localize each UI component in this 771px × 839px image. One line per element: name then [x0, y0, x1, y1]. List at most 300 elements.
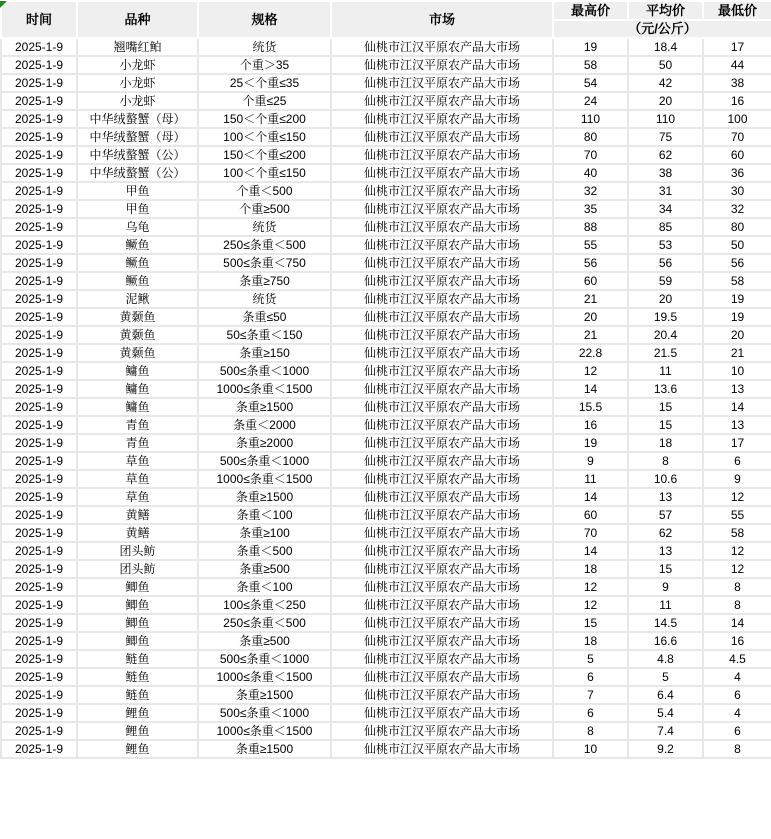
cell-spec: 500≤条重＜1000: [198, 362, 331, 380]
cell-date: 2025-1-9: [1, 560, 77, 578]
cell-low-price: 17: [703, 38, 771, 56]
cell-date: 2025-1-9: [1, 416, 77, 434]
cell-low-price: 38: [703, 74, 771, 92]
cell-low-price: 6: [703, 452, 771, 470]
cell-date: 2025-1-9: [1, 650, 77, 668]
cell-low-price: 12: [703, 542, 771, 560]
cell-spec: 250≤条重＜500: [198, 614, 331, 632]
cell-avg-price: 11: [628, 362, 703, 380]
cell-date: 2025-1-9: [1, 704, 77, 722]
cell-low-price: 4: [703, 668, 771, 686]
cell-market: 仙桃市江汉平原农产品大市场: [331, 92, 553, 110]
cell-spec: 条重≥1500: [198, 740, 331, 758]
cell-species: 甲鱼: [77, 200, 198, 218]
cell-species: 鳙鱼: [77, 380, 198, 398]
cell-high-price: 54: [553, 74, 628, 92]
cell-date: 2025-1-9: [1, 182, 77, 200]
cell-low-price: 8: [703, 740, 771, 758]
table-row: [1, 290, 771, 308]
cell-high-price: 11: [553, 470, 628, 488]
cell-high-price: 16: [553, 416, 628, 434]
cell-avg-price: 57: [628, 506, 703, 524]
cell-spec: 1000≤条重＜1500: [198, 722, 331, 740]
cell-market: 仙桃市江汉平原农产品大市场: [331, 524, 553, 542]
cell-avg-price: 7.4: [628, 722, 703, 740]
cell-avg-price: 62: [628, 524, 703, 542]
cell-market: 仙桃市江汉平原农产品大市场: [331, 416, 553, 434]
cell-species: 鲤鱼: [77, 740, 198, 758]
cell-species: 黄鳝: [77, 506, 198, 524]
cell-low-price: 19: [703, 308, 771, 326]
cell-high-price: 12: [553, 578, 628, 596]
column-header-low-price: 最低价: [703, 1, 771, 20]
table-row: [1, 686, 771, 704]
cell-spec: 条重≥500: [198, 560, 331, 578]
cell-high-price: 18: [553, 560, 628, 578]
cell-avg-price: 13: [628, 542, 703, 560]
cell-avg-price: 10.6: [628, 470, 703, 488]
table-row: [1, 488, 771, 506]
cell-spec: 500≤条重＜750: [198, 254, 331, 272]
cell-market: 仙桃市江汉平原农产品大市场: [331, 704, 553, 722]
cell-high-price: 14: [553, 542, 628, 560]
table-row: [1, 308, 771, 326]
cell-market: 仙桃市江汉平原农产品大市场: [331, 740, 553, 758]
cell-market: 仙桃市江汉平原农产品大市场: [331, 434, 553, 452]
cell-species: 鳜鱼: [77, 236, 198, 254]
table-row: [1, 92, 771, 110]
cell-high-price: 18: [553, 632, 628, 650]
cell-low-price: 17: [703, 434, 771, 452]
cell-date: 2025-1-9: [1, 290, 77, 308]
cell-species: 草鱼: [77, 488, 198, 506]
cell-date: 2025-1-9: [1, 488, 77, 506]
cell-species: 青鱼: [77, 434, 198, 452]
cell-high-price: 56: [553, 254, 628, 272]
cell-date: 2025-1-9: [1, 722, 77, 740]
cell-avg-price: 13: [628, 488, 703, 506]
cell-species: 中华绒螯蟹（公）: [77, 164, 198, 182]
cell-high-price: 60: [553, 272, 628, 290]
cell-high-price: 6: [553, 704, 628, 722]
cell-spec: 条重＜100: [198, 506, 331, 524]
header-row-main: [1, 1, 771, 20]
cell-avg-price: 18.4: [628, 38, 703, 56]
cell-date: 2025-1-9: [1, 596, 77, 614]
cell-market: 仙桃市江汉平原农产品大市场: [331, 452, 553, 470]
table-row: [1, 416, 771, 434]
table-row: [1, 668, 771, 686]
cell-market: 仙桃市江汉平原农产品大市场: [331, 488, 553, 506]
table-row: [1, 560, 771, 578]
cell-low-price: 9: [703, 470, 771, 488]
cell-spec: 个重≤25: [198, 92, 331, 110]
cell-spec: 1000≤条重＜1500: [198, 380, 331, 398]
table-row: [1, 326, 771, 344]
cell-market: 仙桃市江汉平原农产品大市场: [331, 236, 553, 254]
cell-spec: 500≤条重＜1000: [198, 704, 331, 722]
cell-date: 2025-1-9: [1, 74, 77, 92]
cell-spec: 统货: [198, 218, 331, 236]
cell-avg-price: 15: [628, 398, 703, 416]
cell-avg-price: 15: [628, 560, 703, 578]
cell-low-price: 60: [703, 146, 771, 164]
cell-spec: 个重＜500: [198, 182, 331, 200]
cell-high-price: 21: [553, 290, 628, 308]
cell-high-price: 60: [553, 506, 628, 524]
cell-species: 鳜鱼: [77, 254, 198, 272]
cell-date: 2025-1-9: [1, 146, 77, 164]
table-row: [1, 434, 771, 452]
cell-low-price: 20: [703, 326, 771, 344]
cell-spec: 条重≥100: [198, 524, 331, 542]
cell-low-price: 12: [703, 560, 771, 578]
cell-date: 2025-1-9: [1, 218, 77, 236]
cell-high-price: 110: [553, 110, 628, 128]
cell-species: 青鱼: [77, 416, 198, 434]
cell-avg-price: 110: [628, 110, 703, 128]
cell-spec: 条重≥1500: [198, 398, 331, 416]
cell-high-price: 19: [553, 38, 628, 56]
table-row: [1, 650, 771, 668]
cell-spec: 条重≥2000: [198, 434, 331, 452]
cell-low-price: 80: [703, 218, 771, 236]
cell-high-price: 12: [553, 596, 628, 614]
cell-avg-price: 59: [628, 272, 703, 290]
cell-market: 仙桃市江汉平原农产品大市场: [331, 506, 553, 524]
table-row: [1, 218, 771, 236]
table-row: [1, 236, 771, 254]
table-row: [1, 380, 771, 398]
cell-avg-price: 85: [628, 218, 703, 236]
cell-date: 2025-1-9: [1, 380, 77, 398]
cell-low-price: 16: [703, 92, 771, 110]
cell-species: 草鱼: [77, 470, 198, 488]
cell-avg-price: 20: [628, 290, 703, 308]
cell-market: 仙桃市江汉平原农产品大市场: [331, 560, 553, 578]
cell-species: 鲤鱼: [77, 722, 198, 740]
cell-market: 仙桃市江汉平原农产品大市场: [331, 722, 553, 740]
table-row: [1, 362, 771, 380]
cell-spec: 条重≥1500: [198, 488, 331, 506]
table-row: [1, 56, 771, 74]
cell-date: 2025-1-9: [1, 110, 77, 128]
cell-market: 仙桃市江汉平原农产品大市场: [331, 146, 553, 164]
cell-low-price: 10: [703, 362, 771, 380]
cell-high-price: 80: [553, 128, 628, 146]
cell-high-price: 10: [553, 740, 628, 758]
cell-date: 2025-1-9: [1, 272, 77, 290]
table-header: [1, 1, 771, 38]
cell-market: 仙桃市江汉平原农产品大市场: [331, 470, 553, 488]
cell-species: 小龙虾: [77, 74, 198, 92]
cell-low-price: 6: [703, 686, 771, 704]
cell-low-price: 19: [703, 290, 771, 308]
cell-high-price: 32: [553, 182, 628, 200]
cell-high-price: 15: [553, 614, 628, 632]
cell-date: 2025-1-9: [1, 92, 77, 110]
cell-avg-price: 13.6: [628, 380, 703, 398]
cell-market: 仙桃市江汉平原农产品大市场: [331, 38, 553, 56]
cell-high-price: 7: [553, 686, 628, 704]
table-row: [1, 722, 771, 740]
cell-high-price: 88: [553, 218, 628, 236]
cell-date: 2025-1-9: [1, 452, 77, 470]
cell-avg-price: 42: [628, 74, 703, 92]
cell-market: 仙桃市江汉平原农产品大市场: [331, 200, 553, 218]
cell-high-price: 55: [553, 236, 628, 254]
cell-market: 仙桃市江汉平原农产品大市场: [331, 398, 553, 416]
table-row: [1, 596, 771, 614]
cell-species: 乌龟: [77, 218, 198, 236]
cell-low-price: 13: [703, 416, 771, 434]
cell-date: 2025-1-9: [1, 506, 77, 524]
cell-spec: 条重＜2000: [198, 416, 331, 434]
cell-low-price: 4: [703, 704, 771, 722]
cell-date: 2025-1-9: [1, 470, 77, 488]
cell-date: 2025-1-9: [1, 740, 77, 758]
cell-avg-price: 16.6: [628, 632, 703, 650]
cell-market: 仙桃市江汉平原农产品大市场: [331, 326, 553, 344]
cell-spec: 1000≤条重＜1500: [198, 668, 331, 686]
cell-avg-price: 9: [628, 578, 703, 596]
cell-market: 仙桃市江汉平原农产品大市场: [331, 164, 553, 182]
cell-species: 团头鲂: [77, 560, 198, 578]
table-row: [1, 164, 771, 182]
cell-low-price: 8: [703, 578, 771, 596]
cell-species: 鳜鱼: [77, 272, 198, 290]
cell-market: 仙桃市江汉平原农产品大市场: [331, 380, 553, 398]
cell-species: 鲤鱼: [77, 704, 198, 722]
cell-high-price: 70: [553, 146, 628, 164]
cell-spec: 统货: [198, 38, 331, 56]
cell-low-price: 4.5: [703, 650, 771, 668]
table-body: [1, 38, 771, 758]
column-header-avg-price: 平均价: [628, 1, 703, 20]
cell-spec: 25＜个重≤35: [198, 74, 331, 92]
cell-avg-price: 4.8: [628, 650, 703, 668]
cell-species: 中华绒螯蟹（母）: [77, 110, 198, 128]
cell-low-price: 58: [703, 524, 771, 542]
cell-spec: 条重≥1500: [198, 686, 331, 704]
cell-species: 鲫鱼: [77, 596, 198, 614]
cell-spec: 100＜个重≤150: [198, 164, 331, 182]
cell-species: 小龙虾: [77, 56, 198, 74]
cell-species: 黄颡鱼: [77, 308, 198, 326]
cell-low-price: 13: [703, 380, 771, 398]
cell-spec: 1000≤条重＜1500: [198, 470, 331, 488]
cell-market: 仙桃市江汉平原农产品大市场: [331, 308, 553, 326]
cell-high-price: 6: [553, 668, 628, 686]
table-row: [1, 578, 771, 596]
cell-high-price: 22.8: [553, 344, 628, 362]
cell-species: 鲢鱼: [77, 668, 198, 686]
cell-avg-price: 9.2: [628, 740, 703, 758]
cell-low-price: 58: [703, 272, 771, 290]
table-row: [1, 200, 771, 218]
cell-species: 鳙鱼: [77, 398, 198, 416]
cell-high-price: 24: [553, 92, 628, 110]
cell-species: 小龙虾: [77, 92, 198, 110]
cell-avg-price: 56: [628, 254, 703, 272]
cell-date: 2025-1-9: [1, 344, 77, 362]
cell-market: 仙桃市江汉平原农产品大市场: [331, 650, 553, 668]
cell-spec: 个重＞35: [198, 56, 331, 74]
cell-low-price: 30: [703, 182, 771, 200]
cell-avg-price: 34: [628, 200, 703, 218]
cell-market: 仙桃市江汉平原农产品大市场: [331, 578, 553, 596]
cell-high-price: 14: [553, 380, 628, 398]
cell-spec: 250≤条重＜500: [198, 236, 331, 254]
table-row: [1, 632, 771, 650]
cell-high-price: 15.5: [553, 398, 628, 416]
cell-date: 2025-1-9: [1, 632, 77, 650]
cell-avg-price: 6.4: [628, 686, 703, 704]
cell-high-price: 40: [553, 164, 628, 182]
cell-spec: 500≤条重＜1000: [198, 650, 331, 668]
cell-low-price: 44: [703, 56, 771, 74]
cell-spec: 150＜个重≤200: [198, 110, 331, 128]
cell-species: 黄颡鱼: [77, 344, 198, 362]
cell-market: 仙桃市江汉平原农产品大市场: [331, 128, 553, 146]
cell-spec: 100＜个重≤150: [198, 128, 331, 146]
cell-low-price: 50: [703, 236, 771, 254]
cell-date: 2025-1-9: [1, 236, 77, 254]
table-row: [1, 470, 771, 488]
cell-market: 仙桃市江汉平原农产品大市场: [331, 632, 553, 650]
cell-date: 2025-1-9: [1, 128, 77, 146]
cell-low-price: 8: [703, 596, 771, 614]
table-row: [1, 74, 771, 92]
cell-high-price: 70: [553, 524, 628, 542]
cell-avg-price: 20: [628, 92, 703, 110]
cell-date: 2025-1-9: [1, 254, 77, 272]
cell-spec: 条重≥750: [198, 272, 331, 290]
cell-species: 鲫鱼: [77, 614, 198, 632]
column-header-time: 时间: [1, 1, 77, 38]
cell-market: 仙桃市江汉平原农产品大市场: [331, 362, 553, 380]
cell-date: 2025-1-9: [1, 668, 77, 686]
cell-spec: 条重≥150: [198, 344, 331, 362]
cell-low-price: 70: [703, 128, 771, 146]
cell-avg-price: 15: [628, 416, 703, 434]
cell-avg-price: 19.5: [628, 308, 703, 326]
cell-market: 仙桃市江汉平原农产品大市场: [331, 614, 553, 632]
cell-high-price: 35: [553, 200, 628, 218]
table-row: [1, 254, 771, 272]
cell-species: 甲鱼: [77, 182, 198, 200]
table-row: [1, 398, 771, 416]
cell-avg-price: 14.5: [628, 614, 703, 632]
cell-date: 2025-1-9: [1, 308, 77, 326]
cell-species: 草鱼: [77, 452, 198, 470]
column-header-market: 市场: [331, 1, 553, 38]
cell-spec: 个重≥500: [198, 200, 331, 218]
column-header-spec: 规格: [198, 1, 331, 38]
cell-market: 仙桃市江汉平原农产品大市场: [331, 110, 553, 128]
cell-high-price: 8: [553, 722, 628, 740]
cell-species: 团头鲂: [77, 542, 198, 560]
table-row: [1, 182, 771, 200]
cell-spec: 100≤条重＜250: [198, 596, 331, 614]
cell-date: 2025-1-9: [1, 362, 77, 380]
cell-species: 鳙鱼: [77, 362, 198, 380]
cell-species: 翘嘴红鲌: [77, 38, 198, 56]
table-row: [1, 524, 771, 542]
cell-avg-price: 38: [628, 164, 703, 182]
cell-species: 泥鳅: [77, 290, 198, 308]
cell-date: 2025-1-9: [1, 524, 77, 542]
cell-low-price: 21: [703, 344, 771, 362]
cell-avg-price: 5: [628, 668, 703, 686]
cell-spec: 条重＜500: [198, 542, 331, 560]
cell-high-price: 19: [553, 434, 628, 452]
cell-avg-price: 31: [628, 182, 703, 200]
cell-species: 鲢鱼: [77, 650, 198, 668]
cell-date: 2025-1-9: [1, 542, 77, 560]
table-row: [1, 110, 771, 128]
cell-date: 2025-1-9: [1, 614, 77, 632]
cell-low-price: 6: [703, 722, 771, 740]
cell-spec: 条重≤50: [198, 308, 331, 326]
cell-date: 2025-1-9: [1, 578, 77, 596]
cell-date: 2025-1-9: [1, 56, 77, 74]
cell-avg-price: 21.5: [628, 344, 703, 362]
cell-avg-price: 62: [628, 146, 703, 164]
cell-high-price: 20: [553, 308, 628, 326]
cell-market: 仙桃市江汉平原农产品大市场: [331, 182, 553, 200]
cell-species: 中华绒螯蟹（母）: [77, 128, 198, 146]
table-row: [1, 452, 771, 470]
cell-low-price: 100: [703, 110, 771, 128]
cell-date: 2025-1-9: [1, 434, 77, 452]
table-row: [1, 344, 771, 362]
cell-high-price: 58: [553, 56, 628, 74]
cell-market: 仙桃市江汉平原农产品大市场: [331, 74, 553, 92]
cell-high-price: 12: [553, 362, 628, 380]
table-row: [1, 614, 771, 632]
cell-market: 仙桃市江汉平原农产品大市场: [331, 542, 553, 560]
table-row: [1, 506, 771, 524]
cell-spec: 150＜个重≤200: [198, 146, 331, 164]
cell-avg-price: 50: [628, 56, 703, 74]
cell-spec: 500≤条重＜1000: [198, 452, 331, 470]
table-row: [1, 740, 771, 758]
cell-low-price: 16: [703, 632, 771, 650]
cell-low-price: 14: [703, 398, 771, 416]
cell-species: 鲫鱼: [77, 578, 198, 596]
cell-market: 仙桃市江汉平原农产品大市场: [331, 668, 553, 686]
table-row: [1, 146, 771, 164]
cell-date: 2025-1-9: [1, 326, 77, 344]
cell-market: 仙桃市江汉平原农产品大市场: [331, 272, 553, 290]
column-header-species: 品种: [77, 1, 198, 38]
cell-market: 仙桃市江汉平原农产品大市场: [331, 344, 553, 362]
column-header-high-price: 最高价: [553, 1, 628, 20]
cell-species: 鲫鱼: [77, 632, 198, 650]
table-row: [1, 542, 771, 560]
cell-low-price: 12: [703, 488, 771, 506]
cell-spec: 条重≥500: [198, 632, 331, 650]
cell-low-price: 14: [703, 614, 771, 632]
cell-market: 仙桃市江汉平原农产品大市场: [331, 686, 553, 704]
cell-avg-price: 20.4: [628, 326, 703, 344]
cell-date: 2025-1-9: [1, 686, 77, 704]
cell-spec: 统货: [198, 290, 331, 308]
table-row: [1, 38, 771, 56]
price-unit-label: （元/公斤）: [553, 20, 771, 38]
cell-high-price: 14: [553, 488, 628, 506]
